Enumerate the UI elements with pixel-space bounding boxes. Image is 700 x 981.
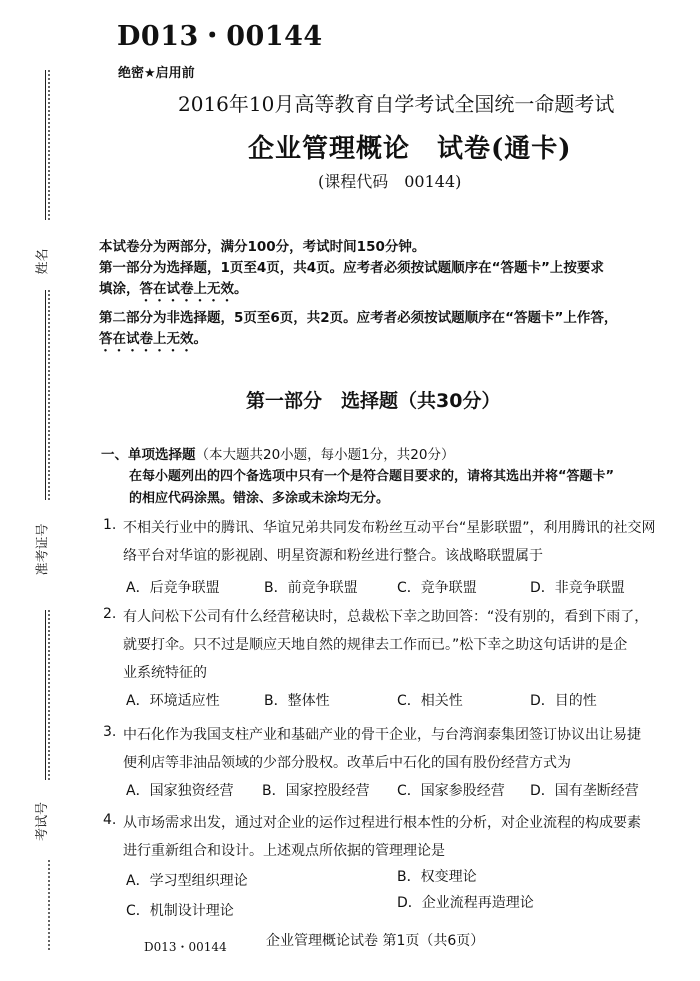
part-heading: 第一部分 选择题（共30分） [246,390,501,412]
footer-page-info: 企业管理概论试卷 第1页（共6页） [266,933,485,949]
binding-line [45,70,46,220]
option-d: D．目的性 [530,693,597,709]
emphasis-text: 答在试卷上无效 [99,331,194,347]
option-c: C．国家参股经营 [397,783,505,799]
question-text: 不相关行业中的腾讯、华谊兄弟共同发布粉丝互动平台“星影联盟”，利用腾讯的社交网 [123,520,656,536]
intro-line-4: 第二部分为非选择题，5页至6页，共2页。应考者必须按试题顺序在“答题卡”上作答， [99,310,618,326]
option-c: C．相关性 [397,693,463,709]
paper-code: D013・00144 [117,21,323,52]
option-b: B．国家控股经营 [262,783,370,799]
option-a: A．环境适应性 [126,693,220,709]
intro-line-2: 第一部分为选择题，1页至4页，共4页。应考者必须按试题顺序在“答题卡”上按要求 [99,260,604,276]
footer-code: D013・00144 [144,940,227,954]
seat-number-field-label: 考试号 [35,801,51,842]
question-number: 3. [103,724,117,740]
intro-text: 填涂， [99,281,140,297]
option-b: B．前竞争联盟 [264,580,358,596]
option-b: B．整体性 [264,693,330,709]
binding-line [45,610,46,780]
exam-title: 2016年10月高等教育自学考试全国统一命题考试 [178,92,615,116]
paper-title: 企业管理概论 试卷(通卡) [248,134,572,164]
option-d: D．企业流程再造理论 [397,895,534,911]
confidentiality-mark: 绝密★启用前 [118,66,195,81]
binding-dotted-line [48,860,50,950]
question-text: 有人问松下公司有什么经营秘诀时，总裁松下幸之助回答：“没有别的，看到下雨了， [123,609,649,625]
intro-text: 。 [193,331,207,347]
question-text: 络平台对华谊的影视剧、明星资源和粉丝进行整合。该战略联盟属于 [123,548,543,564]
binding-dotted-line [48,70,50,220]
option-b: B．权变理论 [397,869,477,885]
binding-line [45,290,46,500]
intro-text: 。 [234,281,248,297]
section-heading [101,443,454,463]
option-d: D．非竞争联盟 [530,580,625,596]
question-text: 进行重新组合和设计。上述观点所依据的管理理论是 [123,843,445,859]
question-text: 业系统特征的 [123,665,207,681]
name-field-label: 姓名 [35,248,51,275]
intro-line-3 [99,277,248,305]
binding-dotted-line [48,290,50,500]
emphasis-text: 答在试卷上无效 [139,281,234,297]
question-text: 就要打伞。只不过是顺应天地自然的规律去工作而已。”松下幸之助这句话讲的是企 [123,637,628,653]
intro-line-1: 本试卷分为两部分，满分100分，考试时间150分钟。 [99,239,426,255]
question-number: 4. [103,812,117,828]
question-text: 从市场需求出发，通过对企业的运作过程进行根本性的分析，对企业流程的构成要素 [123,815,641,831]
question-number: 2. [103,606,117,622]
course-code: (课程代码 00144) [318,172,462,191]
option-c: C．竞争联盟 [397,580,477,596]
section-instruction-1: 在每小题列出的四个备选项中只有一个是符合题目要求的，请将其选出并将“答题卡” [129,469,615,484]
intro-line-5 [99,327,207,355]
question-text: 中石化作为我国支柱产业和基础产业的骨干企业，与台湾润泰集团签订协议出让易捷 [123,727,641,743]
section-title: 单项选择题 [128,447,196,463]
option-a: A．国家独资经营 [126,783,234,799]
option-c: C．机制设计理论 [126,903,234,919]
option-a: A．后竞争联盟 [126,580,220,596]
exam-id-field-label: 准考证号 [35,523,51,576]
binding-dotted-line [48,610,50,780]
question-number: 1. [103,517,117,533]
question-text: 便利店等非油品领域的少部分股权。改革后中石化的国有股份经营方式为 [123,755,571,771]
section-instruction-2: 的相应代码涂黑。错涂、多涂或未涂均无分。 [129,491,390,506]
section-detail: （本大题共20小题，每小题1分，共20分） [195,447,455,463]
option-d: D．国有垄断经营 [530,783,639,799]
section-number: 一、 [101,447,128,463]
option-a: A．学习型组织理论 [126,873,248,889]
